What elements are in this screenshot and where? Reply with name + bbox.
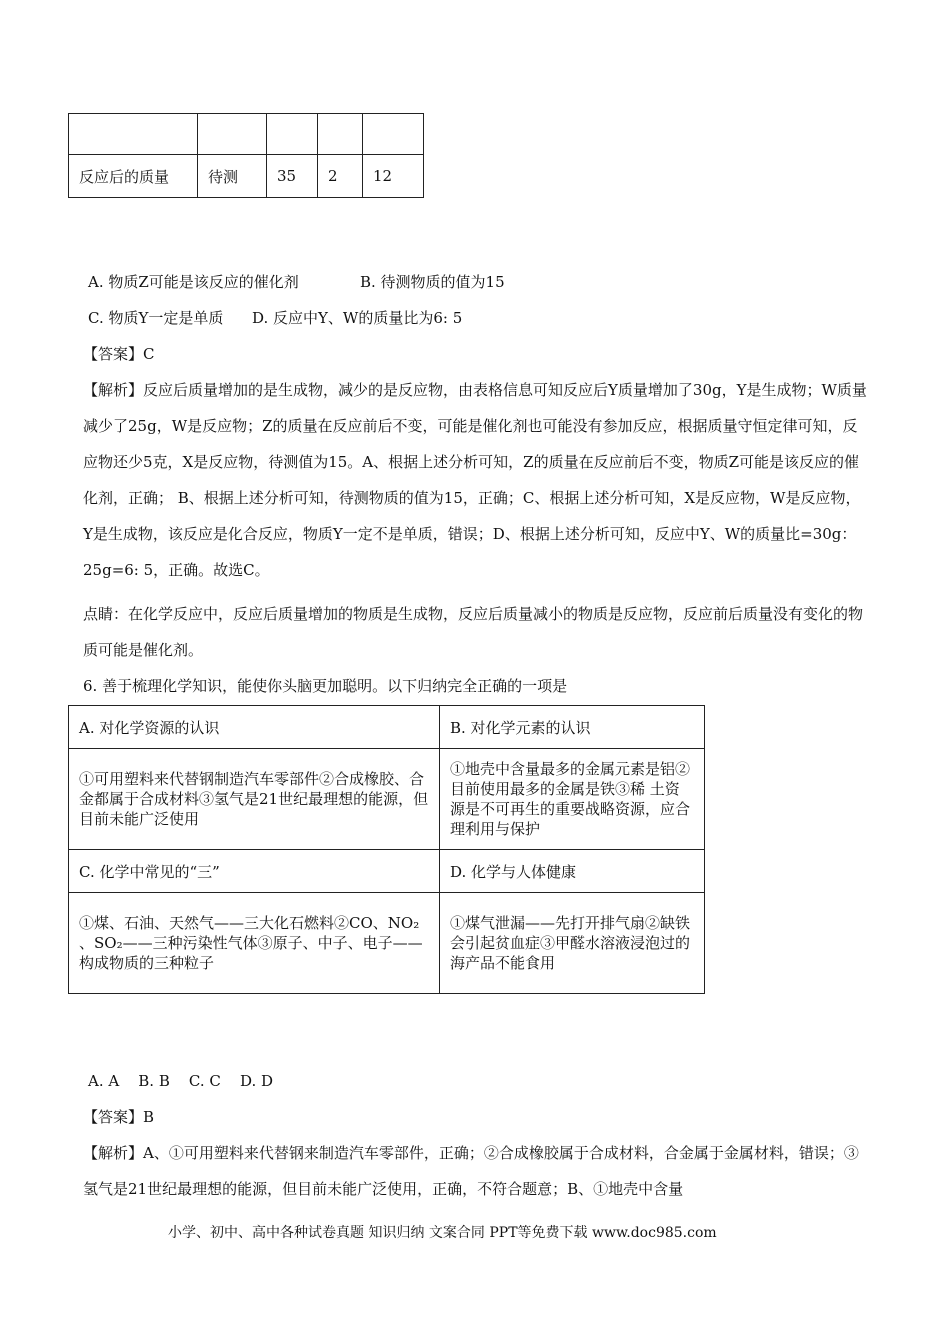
analysis-paragraph: 【解析】A、①可用塑料来代替钢来制造汽车零部件，正确；②合成橡胶属于合成材料，合金属于金属材料，错误；③氢气是21世纪最理想的能源，但目前未能广泛使用，正确，不符合题意；B、①地壳中含量 — [83, 1144, 859, 1198]
cell-b-body: ①地壳中含量最多的金属元素是铝②目前使用最多的金属是铁③稀 土资源是不可再生的重要战略资源，应合理利用与保护 — [440, 749, 705, 850]
option-d: D. 反应中Y、W的质量比为6: 5 — [252, 309, 463, 327]
question-stem: 6. 善于梳理化学知识，能使你头脑更加聪明。以下归纳完全正确的一项是 — [83, 677, 568, 695]
cell-d-body: ①煤气泄漏——先打开排气扇②缺铁会引起贫血症③甲醛水溶液浸泡过的海产品不能食用 — [440, 893, 705, 994]
table-cell: 12 — [363, 155, 424, 198]
table-row-label: 反应后的质量 — [69, 155, 198, 198]
table-cell: 35 — [267, 155, 318, 198]
option-a: A. 物质Z可能是该反应的催化剂 — [88, 273, 299, 291]
tip-paragraph: 点睛：在化学反应中，反应后质量增加的物质是生成物，反应后质量减小的物质是反应物，反应前后质量没有变化的物质可能是催化剂。 — [83, 605, 864, 659]
cell-d-head: D. 化学与人体健康 — [440, 850, 705, 893]
table-cell — [363, 114, 424, 155]
options-table — [68, 705, 705, 994]
answer: 【答案】C — [83, 345, 155, 363]
table-cell — [267, 114, 318, 155]
page-footer: 小学、初中、高中各种试卷真题 知识归纳 文案合同 PPT等免费下载 www.doc985.com — [168, 1225, 717, 1241]
table-cell — [69, 114, 198, 155]
option-c: C. 物质Y一定是单质 — [88, 309, 224, 327]
cell-c-body: ①煤、石油、天然气——三大化石燃料②CO、NO₂ 、SO₂——三种污染性气体③原子、中子、电子——构成物质的三种粒子 — [69, 893, 440, 994]
cell-a-head: A. 对化学资源的认识 — [69, 706, 440, 749]
analysis-paragraph: 【解析】反应后质量增加的是生成物，减少的是反应物，由表格信息可知反应后Y质量增加了30g，Y是生成物；W质量减少了25g，W是反应物；Z的质量在反应前后不变，可能是催化剂也可能没有参加反应，根据质量守恒定律可知，反应物还少5克，X是反应物，待测值为15。A、根据上述分析可知，Z的质量在反应前后不变，物质Z可能是该反应的催化剂，正确； B、根据上述分析可知，待测物质的值为15，正确；C、根据上述分析可知，X是反应物，W是反应物，Y是生成物，该反应是化合反应，物质Y一定不是单质，错误；D、根据上述分析可知，反应中Y、W的质量比=30g：25g=6: 5，正确。故选C。 — [83, 381, 867, 579]
cell-b-head: B. 对化学元素的认识 — [440, 706, 705, 749]
data-table — [68, 113, 424, 198]
table-cell — [198, 114, 267, 155]
cell-c-head: C. 化学中常见的“三” — [69, 850, 440, 893]
answer-options: A. A B. B C. C D. D — [88, 1072, 274, 1090]
answer: 【答案】B — [83, 1108, 155, 1126]
option-b: B. 待测物质的值为15 — [360, 273, 505, 291]
table-cell — [318, 114, 363, 155]
table-cell: 2 — [318, 155, 363, 198]
table-cell: 待测 — [198, 155, 267, 198]
cell-a-body: ①可用塑料来代替钢制造汽车零部件②合成橡胶、合金都属于合成材料③氢气是21世纪最理想的能源，但目前未能广泛使用 — [69, 749, 440, 850]
